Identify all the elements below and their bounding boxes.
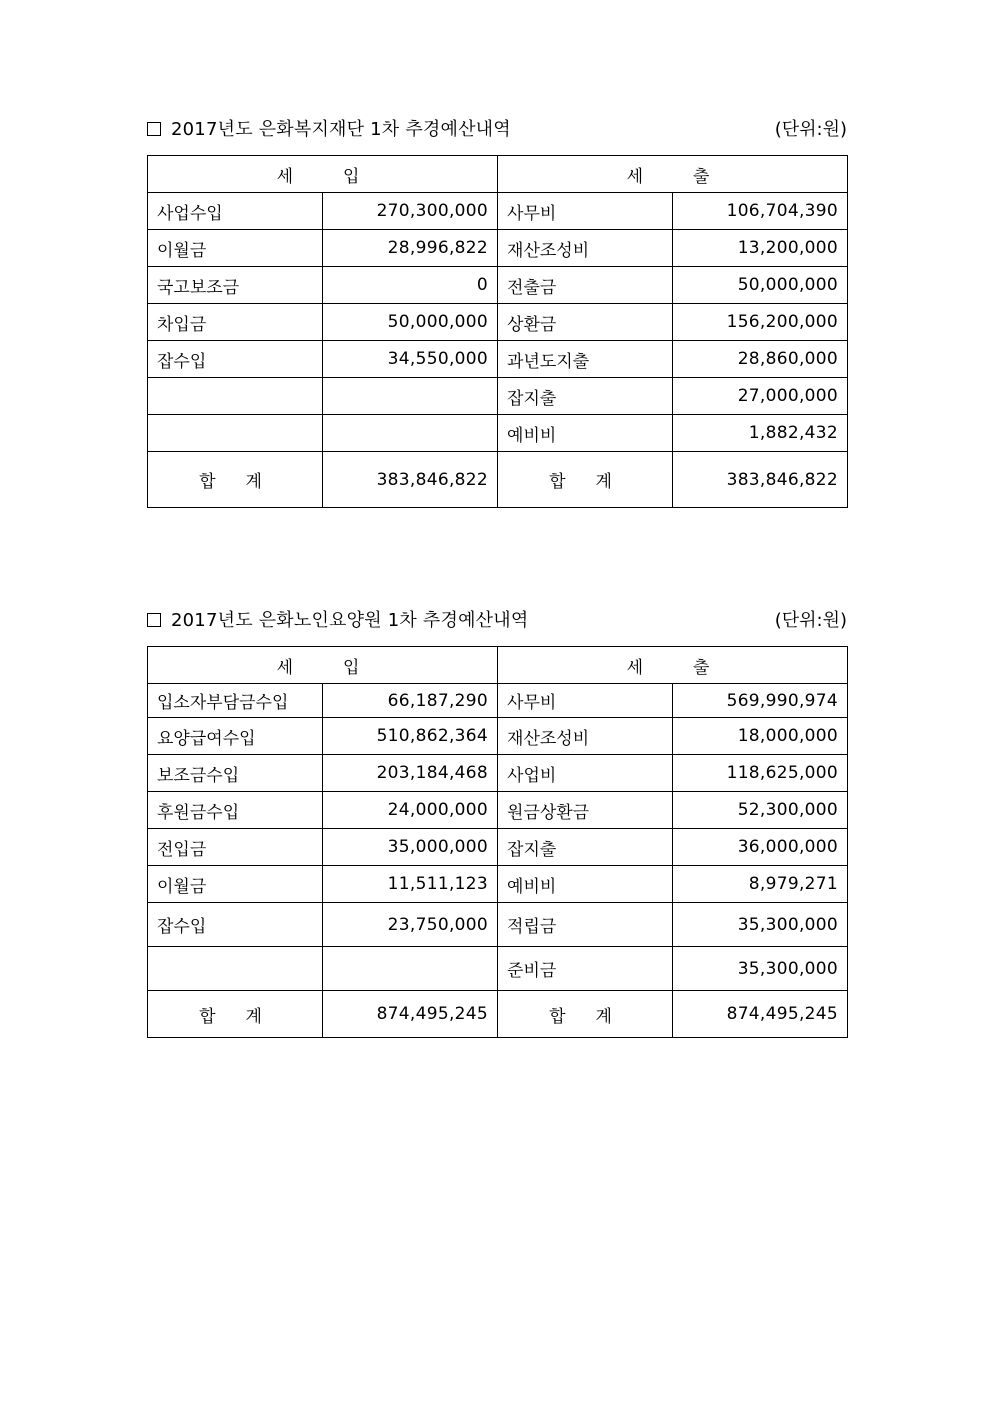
income-amount: 24,000,000 (323, 792, 498, 829)
table-row (148, 903, 848, 947)
expense-header: 세출 (498, 647, 848, 684)
unit-label: (단위:원) (774, 610, 847, 631)
checkbox-icon (147, 613, 161, 627)
table-row (148, 718, 848, 755)
income-label: 국고보조금 (148, 267, 323, 304)
expense-label: 전출금 (498, 267, 673, 304)
income-header: 세입 (148, 647, 498, 684)
expense-label: 상환금 (498, 304, 673, 341)
expense-total-amount: 383,846,822 (673, 452, 848, 508)
table-row (148, 304, 848, 341)
expense-amount: 1,882,432 (673, 415, 848, 452)
budget-section-foundation (147, 116, 847, 508)
table-row (148, 378, 848, 415)
budget-table (147, 646, 848, 1038)
income-amount: 0 (323, 267, 498, 304)
income-label (148, 378, 323, 415)
checkbox-icon (147, 122, 161, 136)
income-amount: 28,996,822 (323, 230, 498, 267)
expense-amount: 8,979,271 (673, 866, 848, 903)
income-total-label: 합계 (148, 452, 323, 508)
income-label: 사업수입 (148, 193, 323, 230)
income-label: 이월금 (148, 230, 323, 267)
income-amount: 203,184,468 (323, 755, 498, 792)
expense-amount: 156,200,000 (673, 304, 848, 341)
table-row (148, 193, 848, 230)
section-title-row (147, 116, 847, 144)
income-label: 요양급여수입 (148, 718, 323, 755)
expense-amount: 52,300,000 (673, 792, 848, 829)
expense-amount: 28,860,000 (673, 341, 848, 378)
table-row (148, 341, 848, 378)
income-label: 후원금수입 (148, 792, 323, 829)
expense-amount: 13,200,000 (673, 230, 848, 267)
income-total-amount: 383,846,822 (323, 452, 498, 508)
expense-amount: 27,000,000 (673, 378, 848, 415)
budget-section-nursing-home (147, 607, 847, 1038)
income-amount: 510,862,364 (323, 718, 498, 755)
income-label: 입소자부담금수입 (148, 684, 323, 718)
table-row (148, 755, 848, 792)
expense-amount: 18,000,000 (673, 718, 848, 755)
income-amount: 66,187,290 (323, 684, 498, 718)
expense-amount: 118,625,000 (673, 755, 848, 792)
income-amount: 34,550,000 (323, 341, 498, 378)
income-label: 잡수입 (148, 903, 323, 947)
header-row (148, 156, 848, 193)
table-row (148, 415, 848, 452)
expense-label: 사업비 (498, 755, 673, 792)
expense-label: 잡지출 (498, 829, 673, 866)
expense-label: 원금상환금 (498, 792, 673, 829)
total-row (148, 991, 848, 1038)
section-title: 2017년도 은화노인요양원 1차 추경예산내역 (171, 610, 529, 631)
budget-table (147, 155, 848, 508)
income-amount (323, 947, 498, 991)
expense-label: 과년도지출 (498, 341, 673, 378)
income-amount (323, 378, 498, 415)
income-amount: 270,300,000 (323, 193, 498, 230)
expense-label: 예비비 (498, 415, 673, 452)
table-row (148, 792, 848, 829)
table-row (148, 866, 848, 903)
income-label (148, 415, 323, 452)
section-title: 2017년도 은화복지재단 1차 추경예산내역 (171, 119, 511, 140)
table-row (148, 684, 848, 718)
expense-label: 준비금 (498, 947, 673, 991)
income-label (148, 947, 323, 991)
expense-label: 사무비 (498, 193, 673, 230)
income-header: 세입 (148, 156, 498, 193)
income-label: 이월금 (148, 866, 323, 903)
unit-label: (단위:원) (774, 119, 847, 140)
income-amount: 11,511,123 (323, 866, 498, 903)
expense-label: 적립금 (498, 903, 673, 947)
expense-header: 세출 (498, 156, 848, 193)
income-amount: 50,000,000 (323, 304, 498, 341)
income-amount: 23,750,000 (323, 903, 498, 947)
table-row (148, 230, 848, 267)
income-label: 보조금수입 (148, 755, 323, 792)
expense-amount: 569,990,974 (673, 684, 848, 718)
expense-label: 잡지출 (498, 378, 673, 415)
expense-total-label: 합계 (498, 991, 673, 1038)
income-label: 잡수입 (148, 341, 323, 378)
expense-label: 재산조성비 (498, 718, 673, 755)
expense-total-amount: 874,495,245 (673, 991, 848, 1038)
expense-amount: 35,300,000 (673, 903, 848, 947)
table-row (148, 947, 848, 991)
section-title-row (147, 607, 847, 635)
expense-total-label: 합계 (498, 452, 673, 508)
income-amount: 35,000,000 (323, 829, 498, 866)
total-row (148, 452, 848, 508)
income-label: 차입금 (148, 304, 323, 341)
income-label: 전입금 (148, 829, 323, 866)
header-row (148, 647, 848, 684)
expense-label: 재산조성비 (498, 230, 673, 267)
expense-label: 사무비 (498, 684, 673, 718)
table-row (148, 267, 848, 304)
table-row (148, 829, 848, 866)
expense-amount: 106,704,390 (673, 193, 848, 230)
expense-label: 예비비 (498, 866, 673, 903)
expense-amount: 50,000,000 (673, 267, 848, 304)
expense-amount: 35,300,000 (673, 947, 848, 991)
expense-amount: 36,000,000 (673, 829, 848, 866)
income-amount (323, 415, 498, 452)
income-total-label: 합계 (148, 991, 323, 1038)
income-total-amount: 874,495,245 (323, 991, 498, 1038)
